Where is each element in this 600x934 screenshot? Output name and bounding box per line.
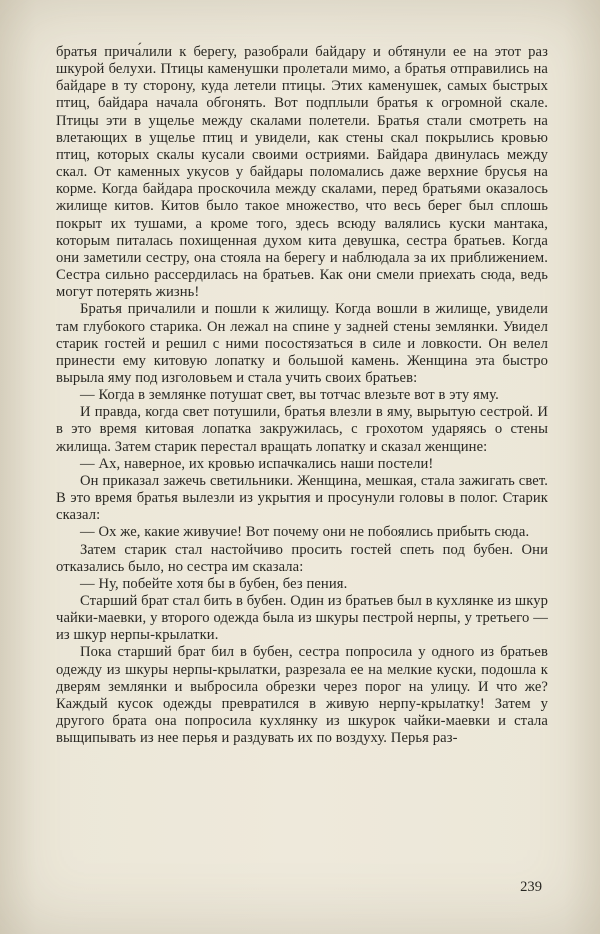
paragraph: Затем старик стал настойчиво просить гостей спеть под бубен. Они отказались было, но сестра им сказала:: [56, 541, 548, 575]
paragraph-dialogue: — Ах, наверное, их кровью испачкались наши постели!: [80, 455, 434, 472]
paragraph: Братья причалили и пошли к жилищу. Когда вошли в жилище, увидели там глубокого старика. Он лежал на спине у задней стены землянки. Увидел старик гостей и решил с ними посостязаться в силе и ловкости. Он велел принести ему китовую лопатку и большой камень. Женщина эта быстро вырыла яму под изголовьем и стала учить своих братьев:: [56, 301, 548, 386]
paragraph: Старший брат стал бить в бубен. Один из братьев был в кухлянке из шкур чайки-маевки, у второго одежда была из шкуры пестрой нерпы, у третьего — из шкур нерпы-крылатки.: [56, 593, 548, 644]
paragraph: братья прича́лили к берегу, разобрали байдару и обтянули ее на этот раз шкурой белухи. Птицы каменушки пролетали мимо, а братья отправились на байдаре в ту сторону, куда летели птицы. Этих каменушек, самых быстрых птиц, байдара начала обгонять. Вот подплыли братья к огромной скале. Птицы эти в ущелье между скалами полетели. Братья стали смотреть на влетающих в ущелье птиц и увидели, как стены скал покрылись кровью птиц, которых скалы кусали своими остриями. Байдара двинулась между скал. От каменных укусов у байдары поломались даже верхние брусья на корме. Когда байдара проскочила между скалами, перед братьями оказалось жилище китов. Китов было такое множество, что весь берег был сплошь покрыт их тушами, а кроме того, здесь всюду валялись куски мантака, которым питалась похищенная духом кита девушка, сестра братьев. Когда они заметили сестру, она стояла на берегу и наблюдала за их приближением. Сестра сильно рассердилась на братьев. Как они смели приехать сюда, ведь могут потерять жизнь!: [56, 44, 548, 301]
paragraph: Он приказал зажечь светильники. Женщина, мешкая, стала зажигать свет. В это время братья вылезли из укрытия и просунули головы в полог. Старик сказал:: [56, 472, 548, 524]
paragraph: Пока старший брат бил в бубен, сестра попросила у одного из братьев одежду из шкуры нерпы-крылатки, разрезала ее на мелкие куски, подошла к дверям землянки и выбросила обрезки через порог на улицу. И что же? Каждый кусок одежды превратился в живую нерпу-крылатку! Затем у другого брата она попросила кухлянку из шкурок чайки-маевки и стала выщипывать из нее перья и раздувать их по воздуху. Перья раз-: [56, 644, 548, 747]
paragraph-dialogue: — Когда в землянке потушат свет, вы тотчас влезьте вот в эту яму.: [80, 387, 499, 404]
paragraph-dialogue: — Ох же, какие живучие! Вот почему они не побоялись прибыть сюда.: [80, 524, 530, 541]
text-block: [56, 44, 548, 747]
paragraph: И правда, когда свет потушили, братья влезли в яму, вырытую сестрой. И в это время китовая лопатка закружилась, с грохотом ударяясь о стены жилища. Затем старик перестал вращать лопатку и сказал женщине:: [56, 404, 548, 455]
paragraph-dialogue: — Ну, побейте хотя бы в бубен, без пения.: [80, 575, 348, 592]
page-number: 239: [520, 879, 542, 895]
